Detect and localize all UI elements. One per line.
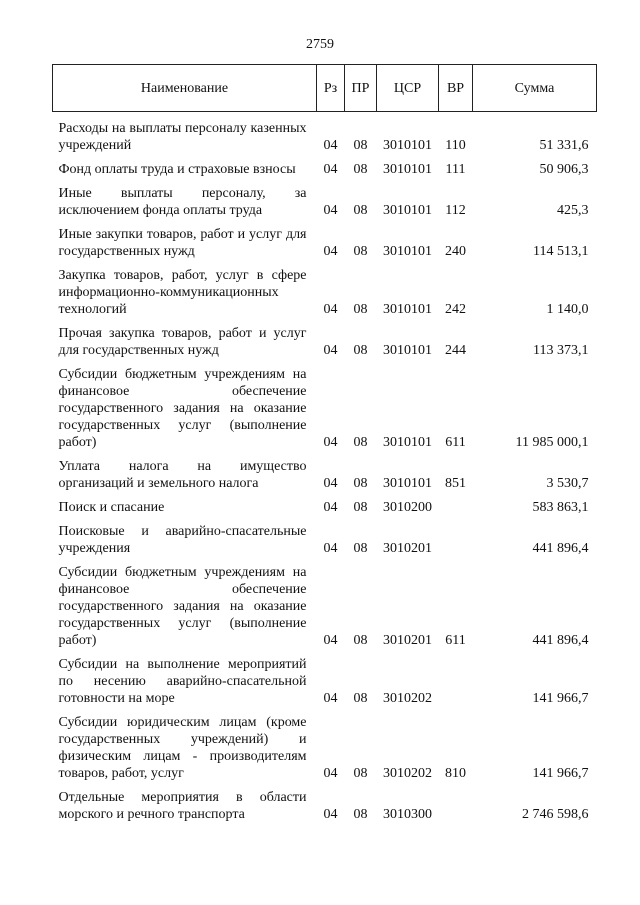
header-sum: Сумма [473, 65, 597, 112]
cell-name: Поиск и спасание [58, 500, 165, 515]
budget-table [52, 64, 597, 830]
cell-csr: 3010101 [383, 138, 432, 153]
table-row [53, 267, 597, 325]
cell-name: Субсидии на выполнение мероприятий по несению аварийно-спасательной готовности на море [58, 657, 307, 706]
cell-sum: 113 373,1 [533, 343, 589, 358]
cell-sum: 583 863,1 [532, 500, 589, 515]
cell-csr: 3010101 [383, 476, 432, 491]
table-row [53, 564, 597, 656]
cell-vr: 611 [445, 633, 466, 648]
cell-sum: 2 746 598,6 [522, 807, 589, 822]
table-row [53, 714, 597, 789]
cell-csr: 3010101 [383, 302, 432, 317]
cell-rz: 04 [323, 162, 338, 177]
cell-name: Поисковые и аварийно-спасательные учреждения [58, 524, 307, 556]
cell-name: Фонд оплаты труда и страховые взносы [58, 162, 296, 177]
cell-csr: 3010101 [383, 343, 432, 358]
cell-rz: 04 [323, 244, 338, 259]
cell-csr: 3010201 [383, 541, 432, 556]
cell-pr: 08 [353, 541, 368, 556]
cell-rz: 04 [323, 766, 338, 781]
cell-vr: 810 [445, 766, 466, 781]
cell-vr: 112 [445, 203, 466, 218]
cell-pr: 08 [353, 244, 368, 259]
cell-rz: 04 [323, 138, 338, 153]
cell-name: Субсидии бюджетным учреждениям на финансовое обеспечение государственного задания на оказание государственных услуг (выполнение работ) [58, 565, 307, 648]
cell-pr: 08 [353, 500, 368, 515]
table-row [53, 499, 597, 523]
cell-name: Субсидии бюджетным учреждениям на финансовое обеспечение государственного задания на оказание государственных услуг (выполнение работ) [58, 367, 307, 450]
header-pr: ПР [345, 65, 377, 112]
cell-pr: 08 [353, 343, 368, 358]
cell-csr: 3010101 [383, 435, 432, 450]
cell-vr: 851 [445, 476, 466, 491]
cell-vr [439, 523, 473, 564]
table-row [53, 458, 597, 499]
cell-sum: 1 140,0 [546, 302, 589, 317]
cell-name: Расходы на выплаты персоналу казенных учреждений [58, 121, 307, 153]
cell-sum: 441 896,4 [532, 541, 589, 556]
cell-pr: 08 [353, 807, 368, 822]
cell-csr: 3010300 [383, 807, 432, 822]
cell-sum: 441 896,4 [532, 633, 589, 648]
header-csr: ЦСР [377, 65, 439, 112]
cell-name: Субсидии юридическим лицам (кроме государственных учреждений) и физическим лицам - производителям товаров, работ, услуг [58, 715, 307, 781]
table-row [53, 325, 597, 366]
cell-pr: 08 [353, 203, 368, 218]
header-name: Наименование [53, 65, 317, 112]
header-rz: Рз [317, 65, 345, 112]
cell-rz: 04 [323, 633, 338, 648]
cell-csr: 3010202 [383, 766, 432, 781]
cell-sum: 50 906,3 [539, 162, 589, 177]
cell-rz: 04 [323, 435, 338, 450]
cell-vr [439, 499, 473, 523]
cell-name: Уплата налога на имущество организаций и земельного налога [58, 459, 307, 491]
cell-sum: 141 966,7 [532, 766, 589, 781]
cell-name: Отдельные мероприятия в области морского и речного транспорта [58, 790, 307, 822]
table-body [53, 112, 597, 831]
cell-pr: 08 [353, 633, 368, 648]
cell-vr [439, 656, 473, 714]
cell-vr [439, 789, 473, 830]
header-vr: ВР [439, 65, 473, 112]
cell-rz: 04 [323, 203, 338, 218]
cell-csr: 3010201 [383, 633, 432, 648]
cell-csr: 3010202 [383, 691, 432, 706]
cell-sum: 114 513,1 [533, 244, 589, 259]
cell-rz: 04 [323, 691, 338, 706]
cell-vr: 611 [445, 435, 466, 450]
cell-name: Иные выплаты персоналу, за исключением фонда оплаты труда [58, 186, 307, 218]
cell-name: Закупка товаров, работ, услуг в сфере информационно-коммуникационных технологий [58, 268, 307, 317]
cell-vr: 240 [445, 244, 466, 259]
cell-pr: 08 [353, 138, 368, 153]
cell-name: Прочая закупка товаров, работ и услуг для государственных нужд [58, 326, 307, 358]
table-header [53, 65, 597, 112]
cell-csr: 3010101 [383, 244, 432, 259]
cell-csr: 3010101 [383, 203, 432, 218]
cell-csr: 3010101 [383, 162, 432, 177]
cell-sum: 425,3 [557, 203, 589, 218]
cell-pr: 08 [353, 691, 368, 706]
cell-rz: 04 [323, 500, 338, 515]
cell-sum: 51 331,6 [539, 138, 589, 153]
cell-rz: 04 [323, 343, 338, 358]
table-row [53, 112, 597, 162]
cell-name: Иные закупки товаров, работ и услуг для государственных нужд [58, 227, 307, 259]
cell-pr: 08 [353, 435, 368, 450]
cell-pr: 08 [353, 766, 368, 781]
table-row [53, 226, 597, 267]
cell-pr: 08 [353, 162, 368, 177]
cell-vr: 242 [445, 302, 466, 317]
cell-vr: 110 [445, 138, 466, 153]
cell-pr: 08 [353, 476, 368, 491]
cell-vr: 111 [445, 162, 466, 177]
cell-rz: 04 [323, 807, 338, 822]
table-row [53, 656, 597, 714]
cell-sum: 3 530,7 [546, 476, 589, 491]
cell-csr: 3010200 [383, 500, 432, 515]
table-row [53, 523, 597, 564]
cell-rz: 04 [323, 476, 338, 491]
table-row [53, 789, 597, 830]
cell-pr: 08 [353, 302, 368, 317]
table-row [53, 161, 597, 185]
cell-rz: 04 [323, 302, 338, 317]
header-row [53, 65, 597, 112]
page-number: 2759 [306, 37, 334, 52]
table-row [53, 366, 597, 458]
cell-vr: 244 [445, 343, 466, 358]
cell-rz: 04 [323, 541, 338, 556]
cell-sum: 11 985 000,1 [515, 435, 589, 450]
cell-sum: 141 966,7 [532, 691, 589, 706]
table-row [53, 185, 597, 226]
